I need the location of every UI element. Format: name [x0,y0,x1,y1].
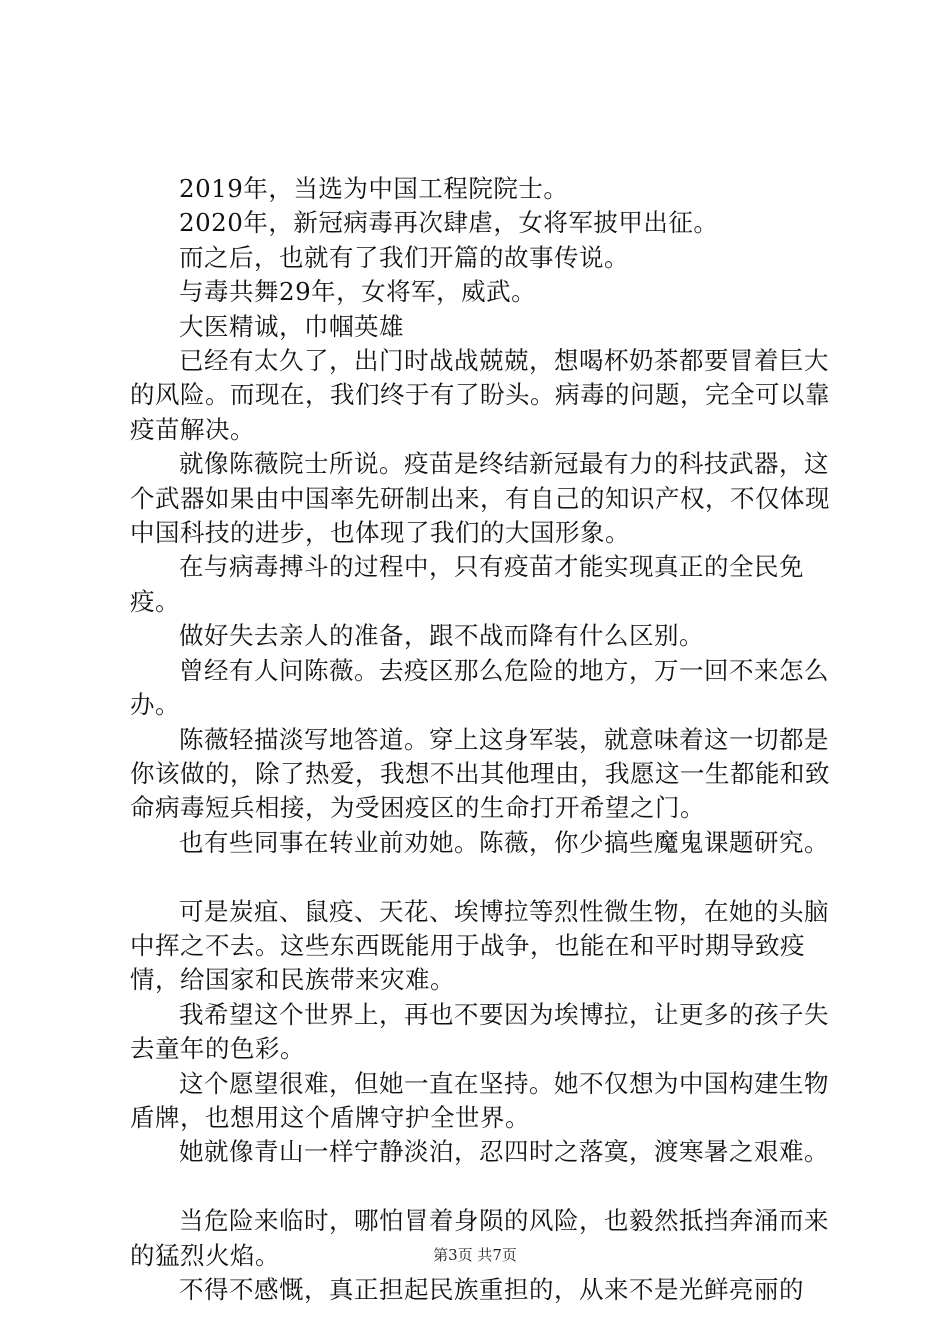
paragraph: 陈薇轻描淡写地答道。穿上这身军装，就意味着这一切都是你该做的，除了热爱，我想不出其他理由，我愿这一生都能和致命病毒短兵相接，为受困疫区的生命打开希望之门。 [130,724,830,823]
paragraph: 2020年，新冠病毒再次肆虐，女将军披甲出征。 [179,208,719,238]
document-body [130,172,830,1307]
paragraph: 不得不感慨，真正担起民族重担的，从来不是光鲜亮丽的 [179,1274,804,1304]
paragraph: 2019年，当选为中国工程院院士。 [179,174,569,203]
paragraph: 当危险来临时，哪怕冒着身陨的风险，也毅然抵挡奔涌而来的猛烈火焰。 [130,1206,829,1270]
paragraph: 已经有太久了，出门时战战兢兢，想喝杯奶茶都要冒着巨大的风险。而现在，我们终于有了盼头。病毒的问题，完全可以靠疫苗解决。 [130,346,830,444]
paragraph: 这个愿望很难，但她一直在坚持。她不仅想为中国构建生物盾牌，也想用这个盾牌守护全世界。 [130,1068,829,1132]
paragraph: 做好失去亲人的准备，跟不战而降有什么区别。 [179,621,704,651]
paragraph: 在与病毒搏斗的过程中，只有疫苗才能实现真正的全民免疫。 [130,552,804,616]
paragraph: 而之后，也就有了我们开篇的故事传说。 [179,242,629,272]
paragraph: 就像陈薇院士所说。疫苗是终结新冠最有力的科技武器，这个武器如果由中国率先研制出来，有自己的知识产权，不仅体现中国科技的进步，也体现了我们的大国形象。 [130,449,830,548]
paragraph: 可是炭疽、鼠疫、天花、埃博拉等烈性微生物，在她的头脑中挥之不去。这些东西既能用于战争，也能在和平时期导致疫情，给国家和民族带来灾难。 [130,896,829,995]
paragraph: 曾经有人问陈薇。去疫区那么危险的地方，万一回不来怎么办。 [130,655,829,720]
paragraph: 与毒共舞29年，女将军，威武。 [179,277,537,307]
page-number-footer: 第3页 共7页 [433,1246,517,1264]
paragraph: 她就像青山一样宁静淡泊，忍四时之落寞，渡寒暑之艰难。 [179,1137,829,1167]
paragraph: 大医精诚，巾帼英雄 [179,311,404,341]
paragraph: 也有些同事在转业前劝她。陈薇，你少搞些魔鬼课题研究。 [179,827,829,857]
paragraph: 我希望这个世界上，再也不要因为埃博拉，让更多的孩子失去童年的色彩。 [130,999,829,1064]
